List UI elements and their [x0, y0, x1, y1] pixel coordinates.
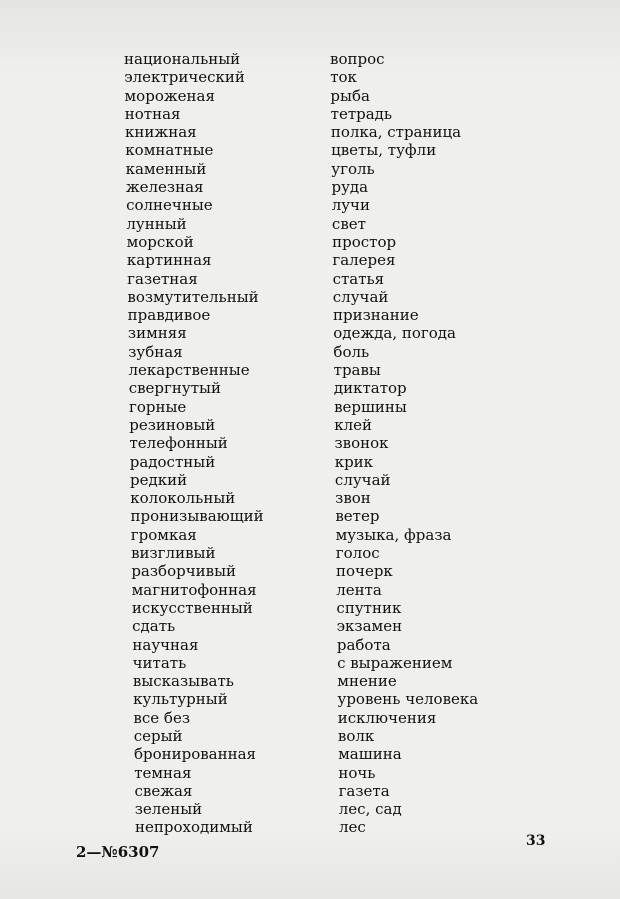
list-item [0, 599, 620, 617]
noun-text: спутник [336, 598, 402, 617]
list-item [0, 68, 620, 86]
noun-text: почерк [336, 562, 393, 581]
adjective-text: искусственный [131, 598, 253, 617]
adjective-text: колокольный [130, 489, 236, 508]
list-item [0, 178, 620, 196]
adjective-text: непроходимый [135, 818, 253, 837]
noun-text: ночь [338, 763, 376, 782]
adjective-text: культурный [133, 690, 228, 709]
noun-text: цветы, туфли [331, 141, 437, 160]
list-item [0, 160, 620, 178]
adjective-text: морской [126, 232, 194, 251]
noun-text: статья [332, 269, 385, 288]
noun-text: вершины [334, 397, 407, 416]
list-item [0, 141, 620, 159]
adjective-text: лекарственные [128, 361, 250, 380]
list-item [0, 343, 620, 361]
noun-text: клей [334, 415, 373, 434]
noun-text: музыка, фраза [335, 525, 452, 544]
adjective-text: национальный [124, 50, 241, 68]
noun-text: простор [332, 232, 397, 251]
adjective-text: картинная [126, 251, 212, 270]
noun-text: работа [336, 635, 391, 654]
list-item [0, 123, 620, 141]
noun-text: свет [331, 214, 366, 233]
adjective-text: темная [134, 763, 192, 782]
noun-text: руда [331, 178, 369, 197]
list-item [0, 544, 620, 562]
adjective-text: радостный [129, 452, 216, 471]
adjective-text: свежая [134, 781, 193, 800]
adjective-text: солнечные [126, 196, 213, 215]
list-item [0, 617, 620, 635]
adjective-text: зимняя [127, 324, 187, 343]
adjective-text: горные [128, 397, 187, 416]
noun-text: вопрос [330, 50, 385, 68]
adjective-text: свергнутый [128, 379, 221, 398]
adjective-text: зеленый [134, 800, 203, 819]
list-item [0, 581, 620, 599]
noun-text: мнение [337, 672, 397, 691]
noun-text: уголь [331, 159, 375, 178]
adjective-text: бронированная [133, 745, 257, 764]
list-item [0, 288, 620, 306]
adjective-text: мороженая [124, 86, 215, 105]
adjective-text: правдивое [127, 306, 211, 325]
noun-text: экзамен [336, 617, 403, 636]
list-item [0, 361, 620, 379]
noun-text: голос [335, 544, 380, 563]
noun-text: крик [334, 452, 374, 471]
adjective-text: резиновый [129, 415, 216, 434]
adjective-text: магнитофонная [131, 580, 257, 599]
list-item [0, 782, 620, 800]
noun-text: тетрадь [330, 104, 393, 123]
list-item [0, 398, 620, 416]
adjective-text: электрический [124, 68, 245, 87]
list-item [0, 453, 620, 471]
noun-text: лес [339, 818, 366, 837]
noun-text: волк [337, 726, 375, 745]
adjective-text: разборчивый [131, 562, 237, 581]
noun-text: травы [333, 361, 381, 380]
adjective-text: книжная [125, 123, 197, 142]
noun-text: лента [336, 580, 382, 599]
adjective-text: лунный [126, 214, 187, 233]
list-item [0, 562, 620, 580]
adjective-text: редкий [130, 470, 188, 489]
list-item [0, 709, 620, 727]
adjective-text: визгливый [131, 544, 216, 563]
list-item [0, 800, 620, 818]
list-item [0, 215, 620, 233]
adjective-text: научная [132, 635, 199, 654]
noun-text: одежда, погода [333, 324, 456, 343]
list-item [0, 690, 620, 708]
list-item [0, 526, 620, 544]
adjective-text: пронизывающий [130, 507, 264, 526]
noun-text: диктатор [333, 379, 407, 398]
adjective-text: нотная [124, 104, 181, 123]
list-item [0, 416, 620, 434]
noun-text: ветер [335, 507, 380, 526]
adjective-text: каменный [125, 159, 207, 178]
noun-text: звонок [334, 434, 389, 453]
noun-text: случай [334, 470, 391, 489]
list-item [0, 654, 620, 672]
list-item [0, 507, 620, 525]
noun-text: машина [338, 745, 402, 764]
adjective-text: газетная [127, 269, 198, 288]
noun-text: признание [333, 306, 419, 325]
list-item [0, 87, 620, 105]
noun-text: галерея [332, 251, 396, 270]
list-item [0, 745, 620, 763]
adjective-text: все без [133, 708, 191, 727]
noun-text: звон [335, 489, 371, 508]
list-item [0, 489, 620, 507]
adjective-text: высказывать [132, 672, 234, 691]
list-item [0, 251, 620, 269]
noun-text: лес, сад [338, 800, 402, 819]
noun-text: уровень человека [337, 690, 479, 709]
adjective-text: сдать [132, 617, 176, 636]
adjective-text: зубная [128, 342, 183, 361]
list-item [0, 727, 620, 745]
list-item [0, 306, 620, 324]
word-pair-list [0, 50, 620, 837]
noun-text: случай [332, 287, 389, 306]
adjective-text: читать [132, 653, 187, 672]
list-item [0, 50, 620, 68]
adjective-text: громкая [130, 525, 197, 544]
adjective-text: железная [125, 178, 204, 197]
noun-text: газета [338, 781, 390, 800]
list-item [0, 434, 620, 452]
noun-text: лучи [331, 196, 370, 215]
noun-text: полка, страница [330, 123, 462, 142]
noun-text: боль [333, 342, 370, 361]
adjective-text: телефонный [129, 434, 228, 453]
list-item [0, 324, 620, 342]
adjective-text: комнатные [125, 141, 214, 160]
list-item [0, 196, 620, 214]
list-item [0, 471, 620, 489]
page-number: 33 [526, 833, 546, 849]
list-item [0, 379, 620, 397]
list-item [0, 105, 620, 123]
list-item [0, 636, 620, 654]
noun-text: исключения [337, 708, 437, 727]
list-item [0, 270, 620, 288]
adjective-text: серый [133, 726, 183, 745]
list-item [0, 233, 620, 251]
noun-text: рыба [330, 86, 370, 105]
noun-text: с выражением [337, 653, 453, 672]
list-item [0, 672, 620, 690]
printer-signature: 2—№6307 [76, 843, 160, 861]
adjective-text: возмутительный [127, 287, 259, 306]
list-item [0, 764, 620, 782]
noun-text: ток [330, 68, 357, 87]
